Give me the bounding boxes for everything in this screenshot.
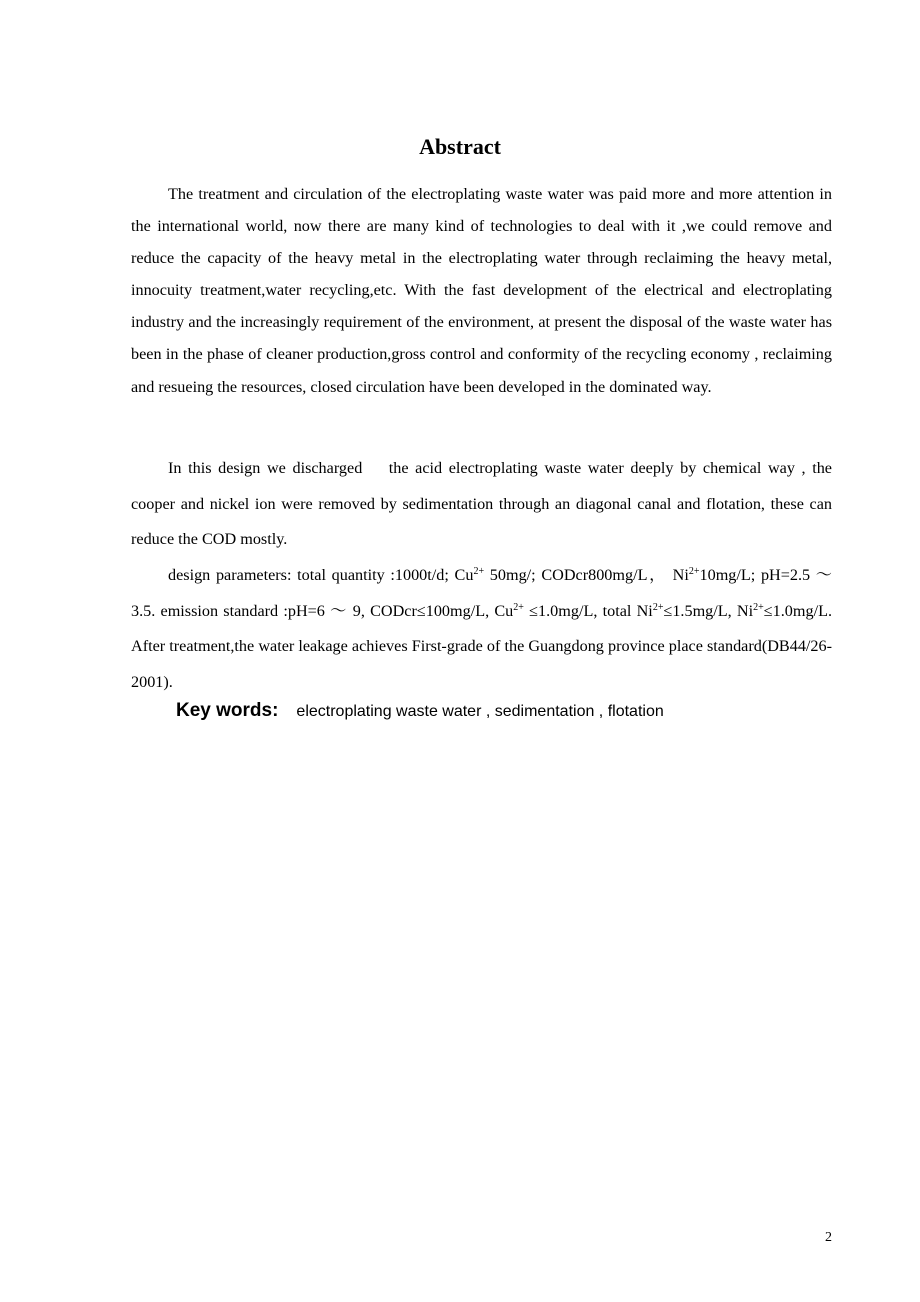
keywords-line bbox=[176, 696, 664, 727]
abstract-paragraph-1: The treatment and circulation of the electroplating waste water was paid more and more attention in the international world, now there are many kind of technologies to deal with it ,we could remove and reduce the capacity of the heavy metal in the electroplating water through reclaiming the heavy metal, innocuity treatment,water recycling,etc. With the fast development of the electrical and electroplating industry and the increasingly requirement of the environment, at present the disposal of the waste water has been in the phase of cleaner production,gross control and conformity of the recycling economy , reclaiming and resueing the resources, closed circulation have been developed in the dominated way. bbox=[131, 185, 832, 396]
design-parameters-text-2: 10mg/L; pH=2.5 ～ 3.5. emission standard :pH=6 ～ 9, CODcr≤100mg/L, Cu bbox=[131, 566, 832, 620]
design-parameters-text-3: ≤1.0mg/L, total Ni bbox=[523, 601, 653, 620]
page-number: 2 bbox=[825, 1230, 832, 1245]
nickel-ion-charge: 2+ bbox=[652, 601, 664, 613]
design-parameters-text-4: ≤1.5mg/L, Ni bbox=[663, 601, 754, 620]
abstract-paragraph-2: In this design we discharged the acid electroplating waste water deeply by chemical way , the cooper and nickel ion were removed by sedimentation through an diagonal canal and flotation, these can reduce the COD mostly. bbox=[131, 459, 832, 548]
keywords-value: electroplating waste water , sedimentation , flotation bbox=[296, 703, 664, 720]
nickel-ion-charge: 2+ bbox=[753, 601, 764, 613]
design-parameters-ending: ≤1.0mg/L. After treatment,the water leakage achieves First-grade of the Guangdong province place standard(DB44/26-2001). bbox=[131, 601, 833, 691]
copper-ion-charge: 2+ bbox=[473, 566, 485, 577]
design-parameters-text-1: 50mg/; CODcr800mg/L， Ni bbox=[484, 566, 689, 584]
design-parameters-intro: design parameters: total quantity :1000t/d; Cu bbox=[168, 566, 474, 584]
nickel-ion-charge: 2+ bbox=[688, 566, 700, 577]
abstract-title: Abstract bbox=[419, 134, 501, 159]
keywords-label: Key words: bbox=[176, 700, 279, 721]
design-parameters-paragraph bbox=[131, 558, 832, 700]
copper-ion-charge: 2+ bbox=[513, 601, 524, 613]
